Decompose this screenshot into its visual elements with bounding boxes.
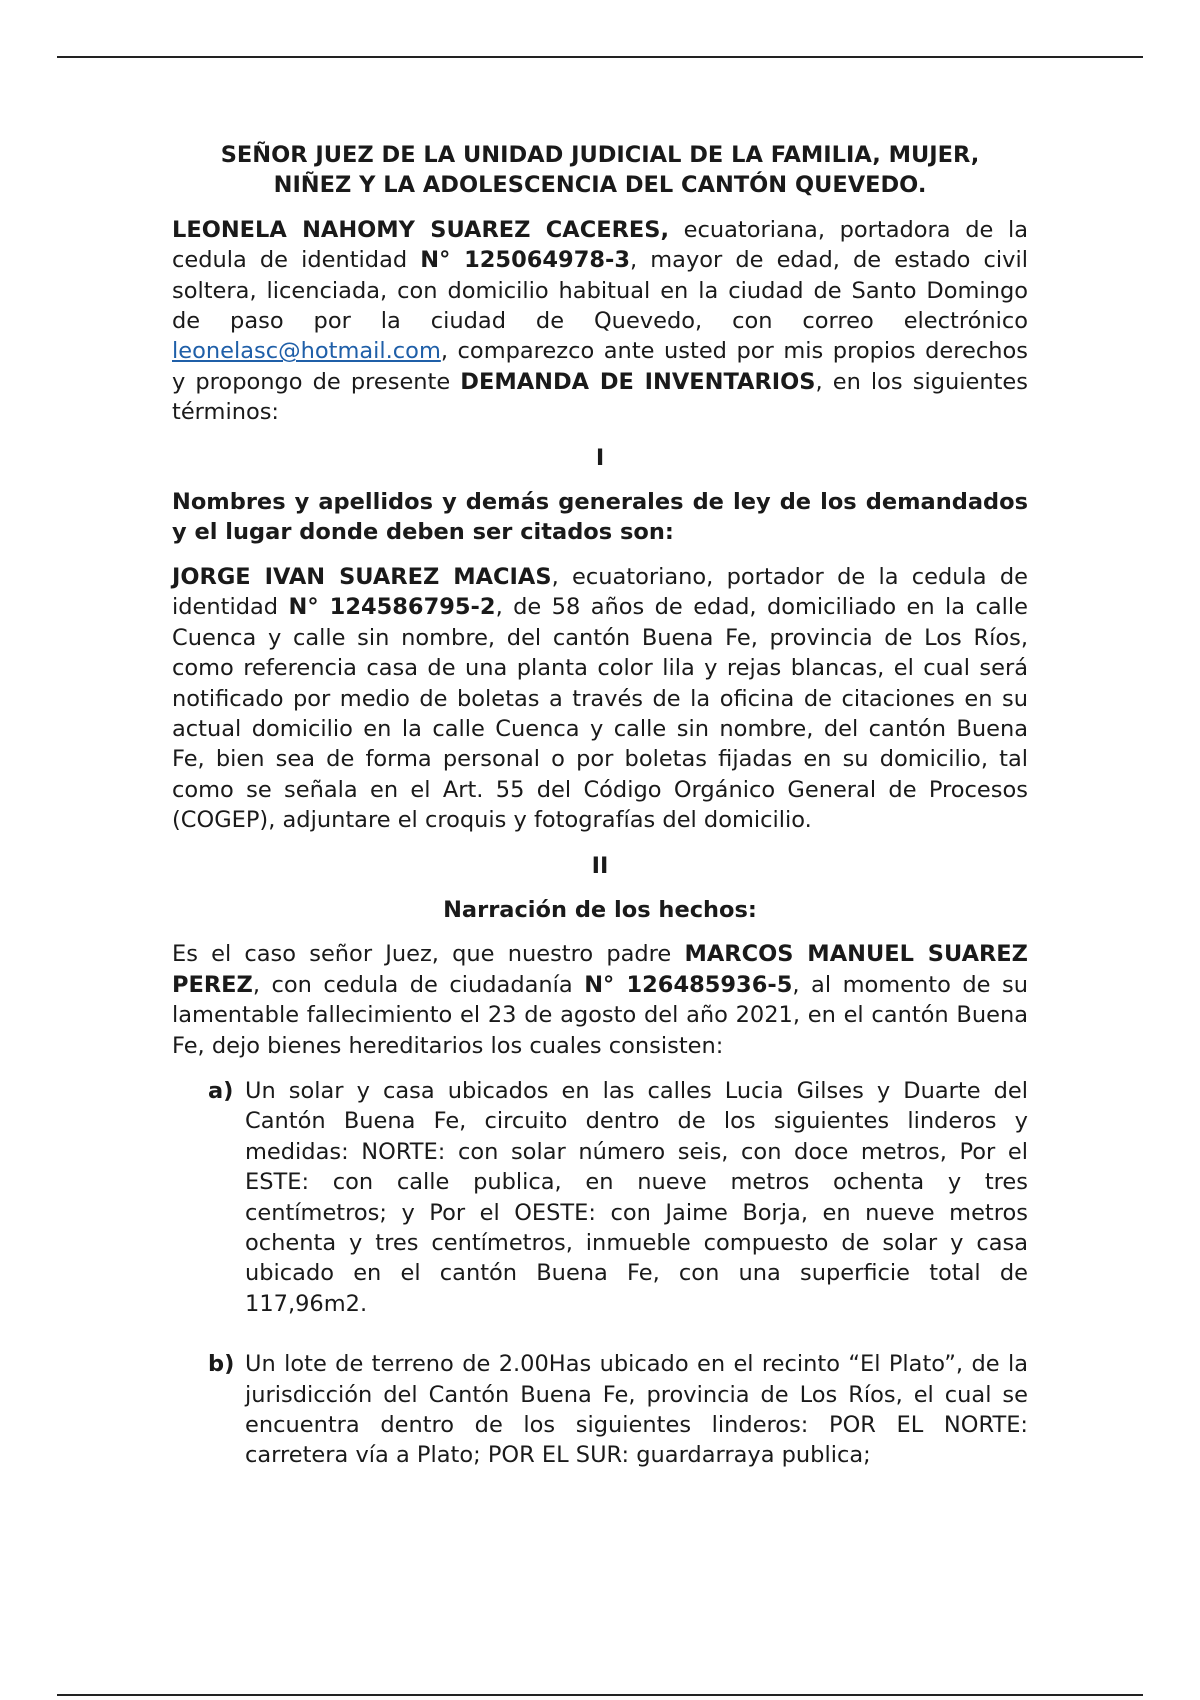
list-item — [172, 1076, 1028, 1319]
document-title — [172, 140, 1028, 201]
facts-paragraph — [172, 939, 1028, 1061]
section-2-numeral: II — [591, 852, 609, 879]
intro-paragraph — [172, 215, 1028, 428]
email-link[interactable]: leonelasc@hotmail.com — [172, 338, 441, 365]
list-item — [172, 1349, 1028, 1471]
demand-type: DEMANDA DE INVENTARIOS — [460, 368, 816, 395]
intro-text-1: ecuatoriana, portadora de la cedula de identidad — [172, 216, 1028, 274]
document-page — [172, 140, 1028, 1501]
list-item-marker: b) — [208, 1351, 235, 1378]
intro-text-4: , en los siguientes términos: — [172, 368, 1028, 426]
facts-text-3: , al momento de su lamentable fallecimiento el 23 de agosto del año 2021, en el cantón Buena Fe, dejo bienes hereditarios los cuales consisten: — [172, 971, 1028, 1059]
list-item-text: Un solar y casa ubicados en las calles Lucia Gilses y Duarte del Cantón Buena Fe, circuito dentro de los siguientes linderos y medidas: NORTE: con solar número seis, con doce metros, Por el ESTE: con calle publica, en nueve metros ochenta y tres centímetros; y Por el OESTE: con Jaime Borja, en nueve metros ochenta y tres centímetros, inmueble compuesto de solar y casa ubicado en el cantón Buena Fe, con una superficie total de 117,96m2. — [245, 1077, 1028, 1317]
section-1-heading: Nombres y apellidos y demás generales de ley de los demandados y el lugar donde deben ser citados son: — [172, 489, 1028, 546]
father-id: N° 126485936-5 — [584, 971, 793, 998]
plaintiff-id: N° 125064978-3 — [420, 247, 630, 274]
facts-text-2: , con cedula de ciudadanía — [252, 971, 585, 998]
title-line-1: SEÑOR JUEZ DE LA UNIDAD JUDICIAL DE LA FAMILIA, MUJER, — [220, 142, 980, 168]
defendant-paragraph — [172, 562, 1028, 836]
section-2-heading: Narración de los hechos: — [443, 896, 757, 923]
list-item-marker: a) — [208, 1077, 234, 1104]
title-line-2: NIÑEZ Y LA ADOLESCENCIA DEL CANTÓN QUEVEDO. — [273, 172, 927, 199]
father-name: MARCOS MANUEL SUAREZ PEREZ — [172, 941, 1028, 998]
defendant-text-1: , ecuatoriano, portador de la cedula de identidad — [172, 563, 1028, 621]
section-1-numeral: I — [595, 444, 605, 471]
defendant-name: JORGE IVAN SUAREZ MACIAS — [172, 563, 552, 590]
defendant-text-2: , de 58 años de edad, domiciliado en la calle Cuenca y calle sin nombre, del cantón Buena Fe, provincia de Los Ríos, como referencia casa de una planta color lila y rejas blancas, el cual será notificado por medio de boletas a través de la oficina de citaciones en su actual domicilio en la calle Cuenca y calle sin nombre, del cantón Buena Fe, bien sea de forma personal o por boletas fijadas en su domicilio, tal como se señala en el Art. 55 del Código Orgánico General de Procesos (COGEP), adjuntare el croquis y fotografías del domicilio. — [172, 594, 1029, 834]
footer-rule — [57, 1694, 1143, 1696]
facts-text-1: Es el caso señor Juez, que nuestro padre — [172, 941, 685, 968]
list-item-text: Un lote de terreno de 2.00Has ubicado en el recinto “El Plato”, de la jurisdicción del Cantón Buena Fe, provincia de Los Ríos, el cual se encuentra dentro de los siguientes linderos: POR EL NORTE: carretera vía a Plato; POR EL SUR: guardarraya publica; — [245, 1351, 1028, 1469]
header-rule — [57, 56, 1143, 58]
plaintiff-name: LEONELA NAHOMY SUAREZ CACERES, — [172, 216, 670, 243]
defendant-id: N° 124586795-2 — [288, 594, 496, 621]
intro-text-2: , mayor de edad, de estado civil soltera, licenciada, con domicilio habitual en la ciudad de Santo Domingo de paso por la ciudad de Quevedo, con correo electrónico — [172, 247, 1028, 335]
intro-text-3: , comparezco ante usted por mis propios derechos y propongo de presente — [172, 338, 1028, 395]
